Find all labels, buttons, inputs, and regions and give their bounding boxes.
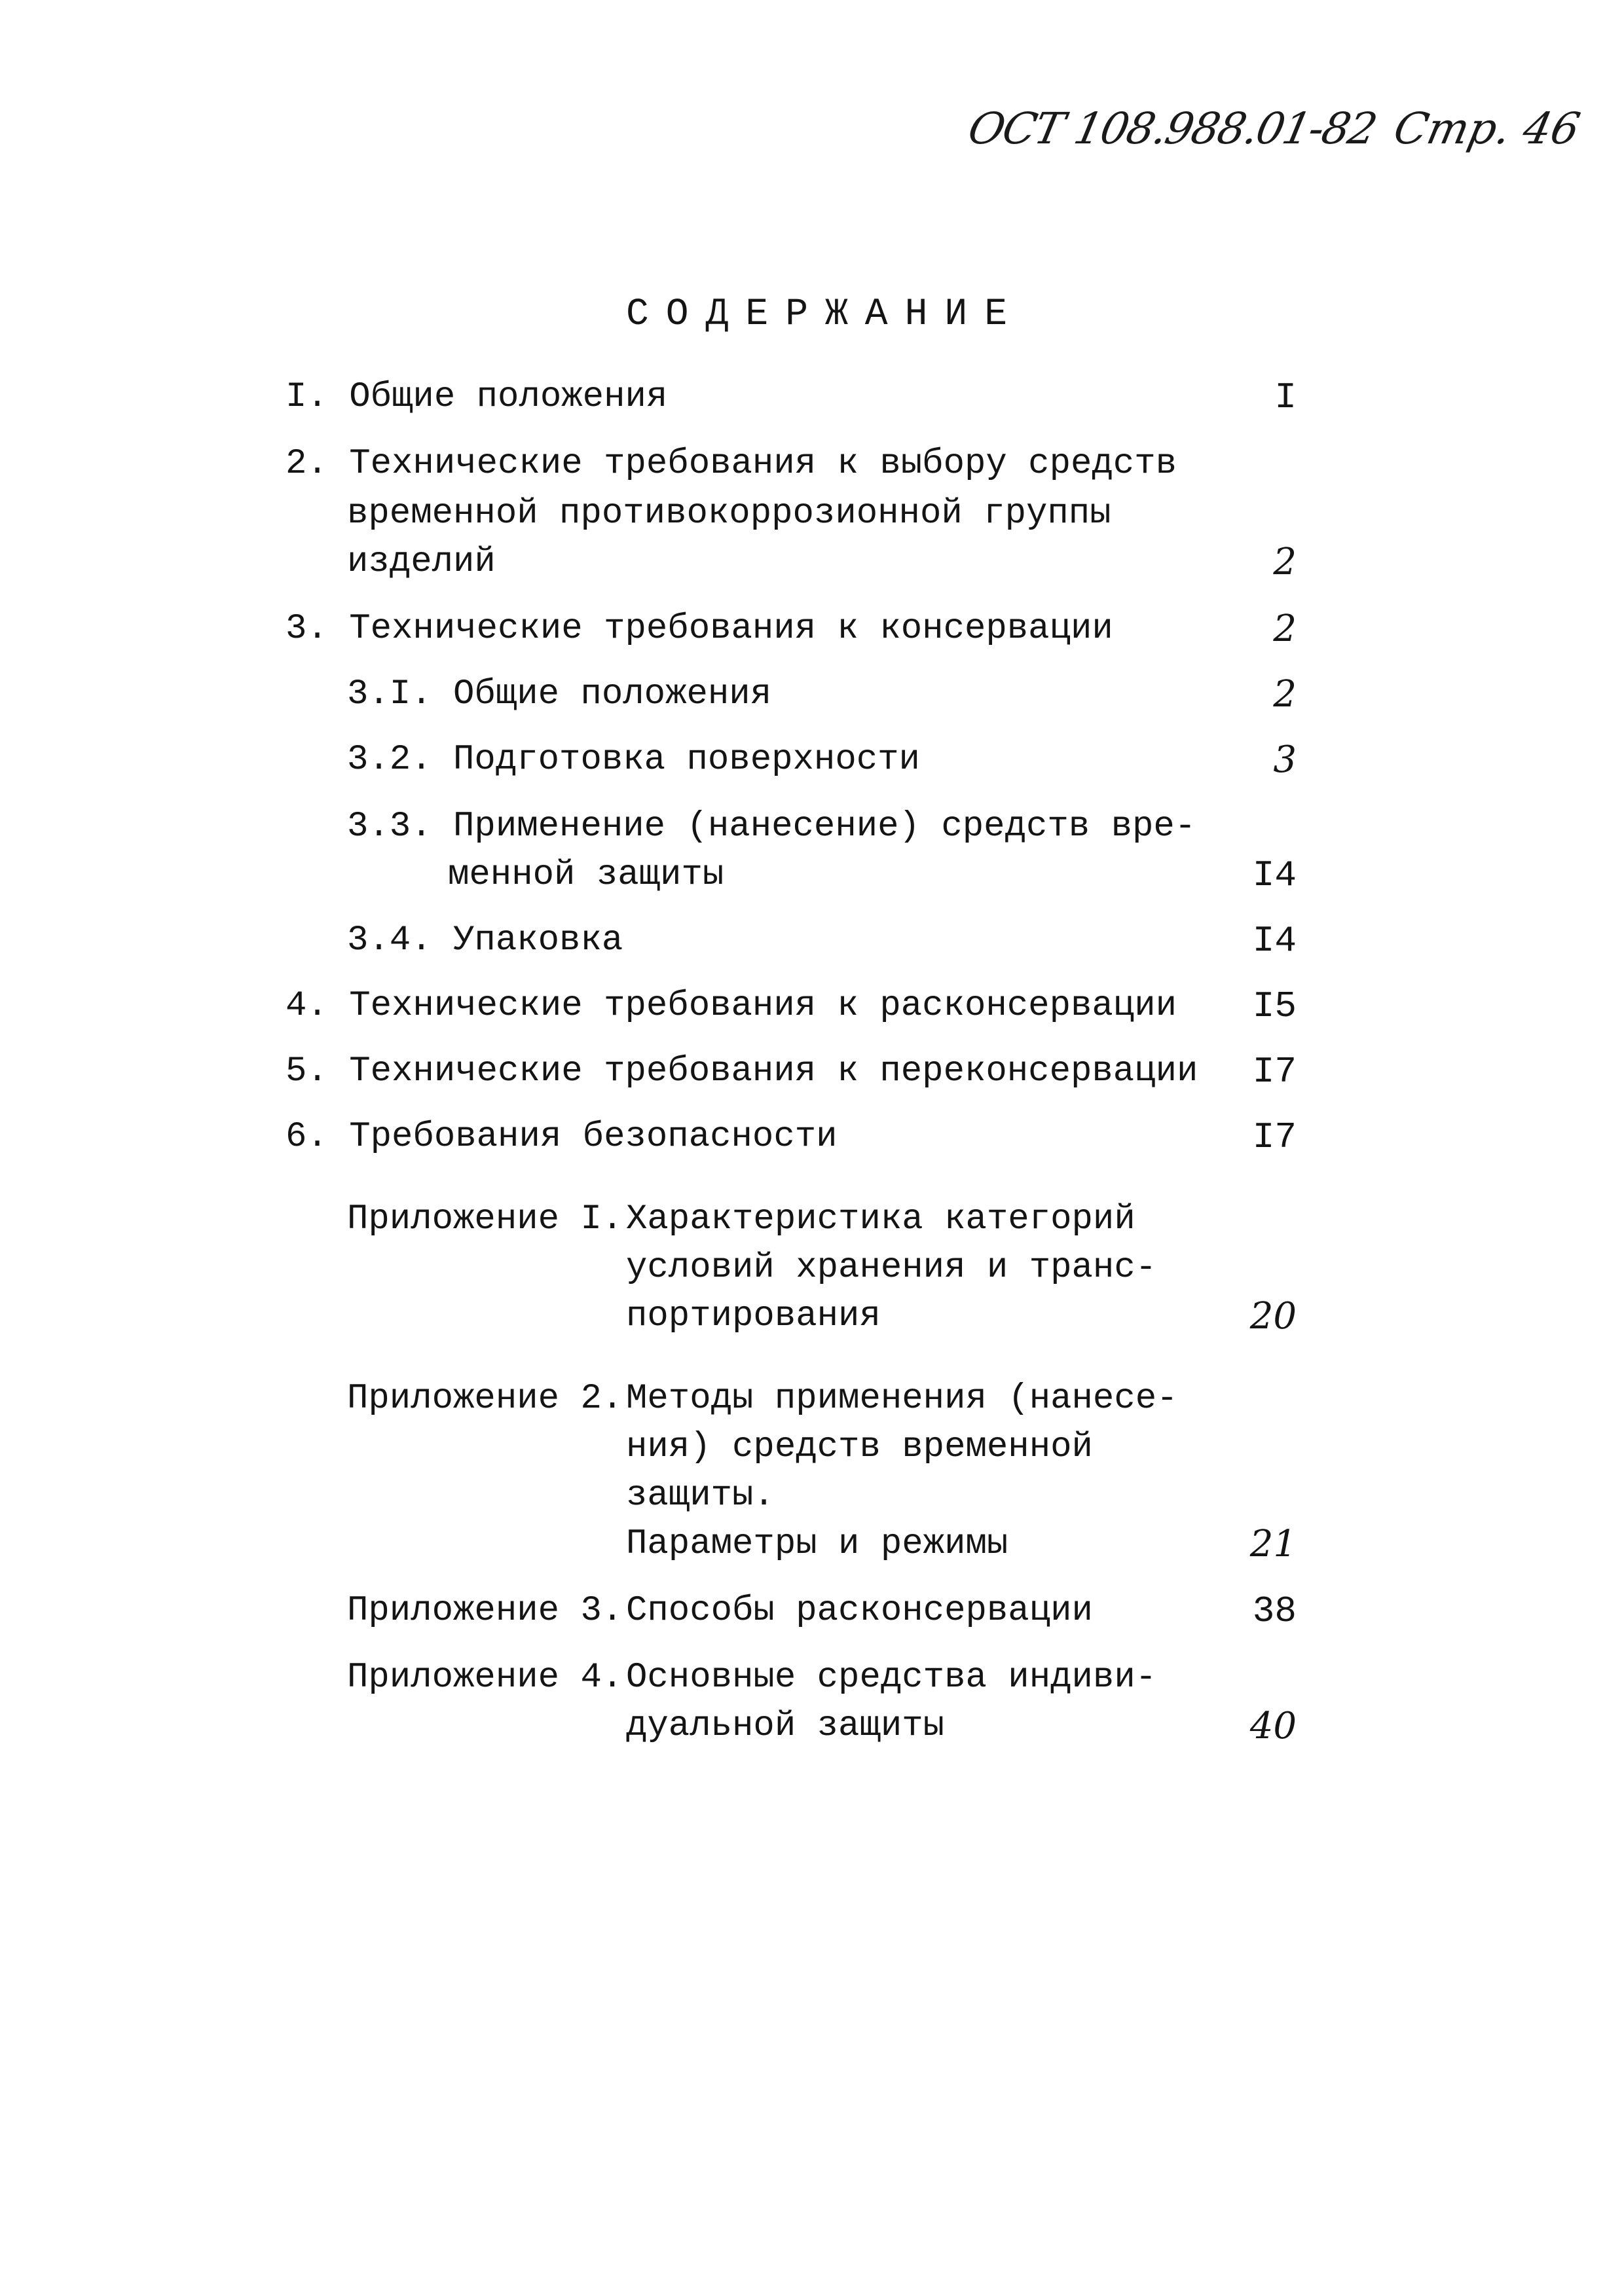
appendix-1-label: Приложение I. [347, 1199, 623, 1239]
appendix-4-page: 40 [1249, 1705, 1297, 1747]
toc-entry-1: I. Общие положения [286, 377, 668, 417]
appendix-2-line-1: Методы применения (нанесе- [626, 1379, 1178, 1419]
appendix-3-label: Приложение 3. [347, 1591, 623, 1631]
appendix-4-label: Приложение 4. [347, 1658, 623, 1698]
toc-entry-3-1: 3.I. Общие положения [347, 674, 772, 714]
toc-page-3-3: I4 [1252, 854, 1297, 896]
toc-entry-6: 6. Требования безопасности [286, 1117, 838, 1157]
toc-entry-2-line-2: временной противокоррозионной группы [347, 494, 1111, 534]
appendix-3-line-1: Способы расконсервации [626, 1591, 1093, 1631]
toc-entry-3-2: 3.2. Подготовка поверхности [347, 740, 920, 780]
toc-page-6: I7 [1252, 1116, 1297, 1158]
toc-page-3: 2 [1273, 608, 1297, 650]
toc-page-1: I [1274, 376, 1297, 418]
page-title: СОДЕРЖАНИЕ [625, 293, 1025, 336]
appendix-2-line-2: ния) средств временной [626, 1427, 1093, 1467]
toc-page-3-1: 2 [1273, 673, 1297, 716]
toc-entry-4: 4. Технические требования к расконсервации [286, 986, 1177, 1026]
toc-entry-3-3-line-2: менной защиты [448, 855, 724, 895]
sheet-number-handwritten: Стр. 46 [1389, 103, 1585, 154]
toc-entry-3-3-line-1: 3.3. Применение (нанесение) средств вре- [347, 807, 1196, 847]
toc-entry-5: 5. Технические требования к переконсервации [286, 1051, 1198, 1091]
appendix-1-line-3: портирования [626, 1296, 881, 1336]
appendix-1-page: 20 [1249, 1295, 1297, 1338]
toc-page-2: 2 [1273, 541, 1297, 583]
toc-entry-2-line-1: 2. Технические требования к выбору средств [286, 444, 1177, 484]
toc-page-3-2: 3 [1273, 738, 1297, 781]
toc-entry-3-4: 3.4. Упаковка [347, 920, 623, 960]
appendix-1-line-1: Характеристика категорий [626, 1199, 1135, 1239]
appendix-2-line-3: защиты. [626, 1476, 775, 1516]
toc-page-5: I7 [1252, 1051, 1297, 1093]
appendix-2-line-4: Параметры и режимы [626, 1524, 1008, 1564]
appendix-3-page: 38 [1252, 1590, 1297, 1632]
toc-entry-3: 3. Технические требования к консервации [286, 609, 1113, 649]
appendix-2-page: 21 [1249, 1523, 1297, 1565]
toc-entry-2-line-3: изделий [347, 542, 496, 582]
appendix-4-line-1: Основные средства индиви- [626, 1658, 1157, 1698]
appendix-1-line-2: условий хранения и транс- [626, 1248, 1157, 1288]
toc-page-3-4: I4 [1252, 920, 1297, 962]
appendix-4-line-2: дуальной защиты [626, 1706, 945, 1746]
document-code-handwritten: ОСТ 108.988.01-82 [963, 103, 1380, 154]
appendix-2-label: Приложение 2. [347, 1379, 623, 1419]
toc-page-4: I5 [1252, 985, 1297, 1027]
